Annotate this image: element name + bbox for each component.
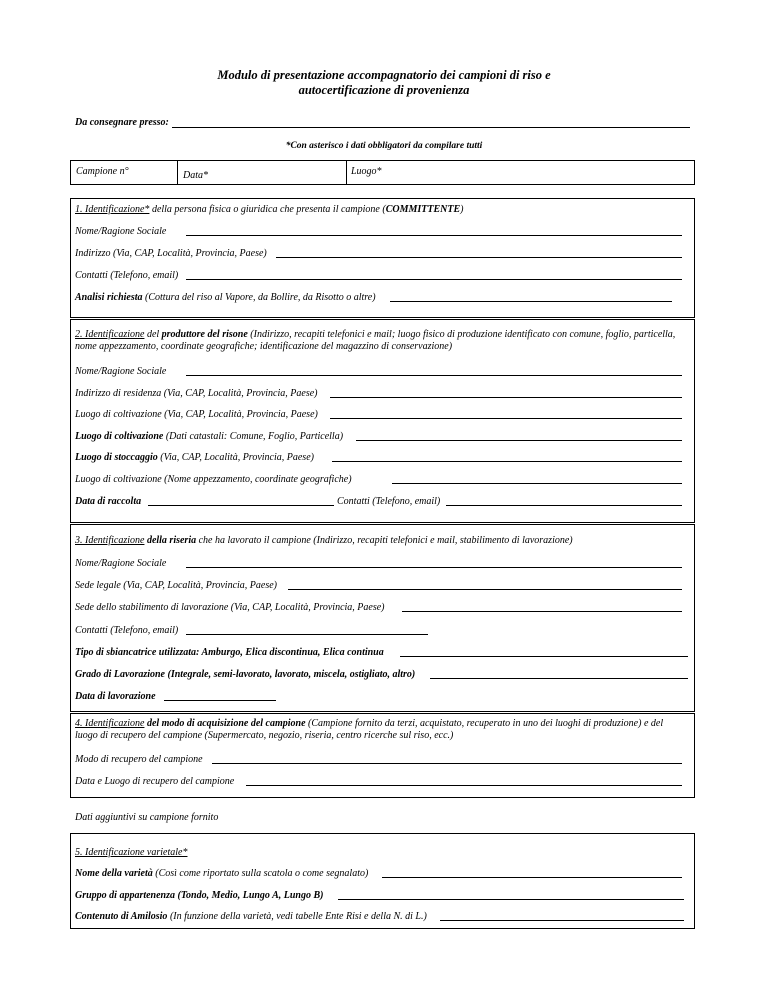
section4-heading: 4. Identificazione del modo di acquisizione del campione (Campione fornito da terzi, acquistato, recuperato in uno dei luoghi di produzione) e del luogo di recupero del campione (Supermercato, negozio, riseria, centro ricerche sul riso, ecc.) [75, 718, 664, 741]
s4-date-place-label: Data e Luogo di recupero del campione [75, 776, 235, 787]
sample-header-row [70, 160, 695, 185]
s2-name-label: Nome/Ragione Sociale [75, 366, 167, 377]
s2-storage-field[interactable] [332, 461, 682, 462]
s3-contacts-label: Contatti (Telefono, email) [75, 625, 179, 636]
section-riseria [70, 524, 695, 712]
s3-whitener-field[interactable] [400, 656, 688, 657]
s2-residence-label: Indirizzo di residenza (Via, CAP, Località, Provincia, Paese) [75, 388, 318, 399]
extra-data-label: Dati aggiuntivi su campione fornito [75, 812, 219, 823]
data-label[interactable]: Data* [183, 170, 208, 181]
s3-plant-field[interactable] [402, 611, 682, 612]
s2-storage-label: Luogo di stoccaggio (Via, CAP, Località, Provincia, Paese) [75, 452, 314, 463]
title-line-2: autocertificazione di provenienza [298, 83, 470, 97]
s3-processing-date-label: Data di lavorazione [75, 691, 156, 702]
s3-processing-grade-field[interactable] [430, 678, 688, 679]
s1-address-field[interactable] [276, 257, 682, 258]
s1-address-label: Indirizzo (Via, CAP, Località, Provincia, Paese) [75, 248, 267, 259]
s2-cadastral-label: Luogo di coltivazione (Dati catastali: Comune, Foglio, Particella) [75, 431, 344, 442]
s3-processing-date-field[interactable] [164, 700, 276, 701]
s2-harvest-field[interactable] [148, 505, 334, 506]
document-title [0, 68, 768, 98]
s2-cultivation-label: Luogo di coltivazione (Via, CAP, Località, Provincia, Paese) [75, 409, 318, 420]
s2-plot-field[interactable] [392, 483, 682, 484]
section5-heading: 5. Identificazione varietale* [75, 847, 188, 858]
s3-name-field[interactable] [186, 567, 682, 568]
s3-legal-field[interactable] [288, 589, 682, 590]
section1-heading: 1. Identificazione* della persona fisica o giuridica che presenta il campione (COMMITTENTE) [75, 204, 464, 215]
s2-harvest-label: Data di raccolta [75, 496, 142, 507]
s1-contacts-label: Contatti (Telefono, email) [75, 270, 179, 281]
s5-group-field[interactable] [338, 899, 684, 900]
s5-amylose-field[interactable] [440, 920, 684, 921]
s3-legal-label: Sede legale (Via, CAP, Località, Provincia, Paese) [75, 580, 277, 591]
s4-mode-field[interactable] [212, 763, 682, 764]
s3-contacts-field[interactable] [186, 634, 428, 635]
s1-name-label: Nome/Ragione Sociale [75, 226, 167, 237]
s1-contacts-field[interactable] [186, 279, 682, 280]
luogo-label[interactable]: Luogo* [351, 166, 382, 177]
s5-amylose-label: Contenuto di Amilosio (In funzione della varietà, vedi tabelle Ente Risi e della N. di L.) [75, 911, 427, 922]
s1-name-field[interactable] [186, 235, 682, 236]
divider [346, 161, 347, 184]
deliver-field[interactable] [172, 127, 690, 128]
s4-date-place-field[interactable] [246, 785, 682, 786]
divider [177, 161, 178, 184]
section2-heading: 2. Identificazione del produttore del risone (Indirizzo, recapiti telefonici e mail; luogo fisico di produzione identificato con comune, foglio, particella, nome appezzamento, coordinate geografiche; identificazione del magazzino di conservazione) [75, 329, 676, 352]
title-line-1: Modulo di presentazione accompagnatorio dei campioni di riso e [217, 68, 551, 82]
section3-heading: 3. Identificazione della riseria che ha lavorato il campione (Indirizzo, recapiti telefonici e mail, stabilimento di lavorazione) [75, 535, 573, 546]
mandatory-note: *Con asterisco i dati obbligatori da compilare tutti [285, 141, 483, 151]
s1-analysis-label: Analisi richiesta (Cottura del riso al Vapore, da Bollire, da Risotto o altre) [75, 292, 376, 303]
s2-name-field[interactable] [186, 375, 682, 376]
s2-contacts-field[interactable] [446, 505, 682, 506]
s5-group-label: Gruppo di appartenenza (Tondo, Medio, Lungo A, Lungo B) [75, 890, 324, 901]
s5-variety-label: Nome della varietà (Così come riportato sulla scatola o come segnalato) [75, 868, 369, 879]
s4-mode-label: Modo di recupero del campione [75, 754, 203, 765]
s3-plant-label: Sede dello stabilimento di lavorazione (Via, CAP, Località, Provincia, Paese) [75, 602, 385, 613]
s3-name-label: Nome/Ragione Sociale [75, 558, 167, 569]
s2-cadastral-field[interactable] [356, 440, 682, 441]
deliver-label: Da consegnare presso: [75, 117, 169, 128]
s5-variety-field[interactable] [382, 877, 682, 878]
s1-analysis-field[interactable] [390, 301, 672, 302]
s2-cultivation-field[interactable] [330, 418, 682, 419]
s2-contacts-label: Contatti (Telefono, email) [337, 496, 441, 507]
s2-plot-label: Luogo di coltivazione (Nome appezzamento, coordinate geografiche) [75, 474, 352, 485]
campione-label[interactable]: Campione n° [76, 166, 129, 177]
s3-processing-grade-label: Grado di Lavorazione (Integrale, semi-lavorato, lavorato, miscela, ostigliato, altro) [75, 669, 416, 680]
s3-whitener-label: Tipo di sbiancatrice utilizzata: Amburgo, Elica discontinua, Elica continua [75, 647, 384, 658]
s2-residence-field[interactable] [330, 397, 682, 398]
